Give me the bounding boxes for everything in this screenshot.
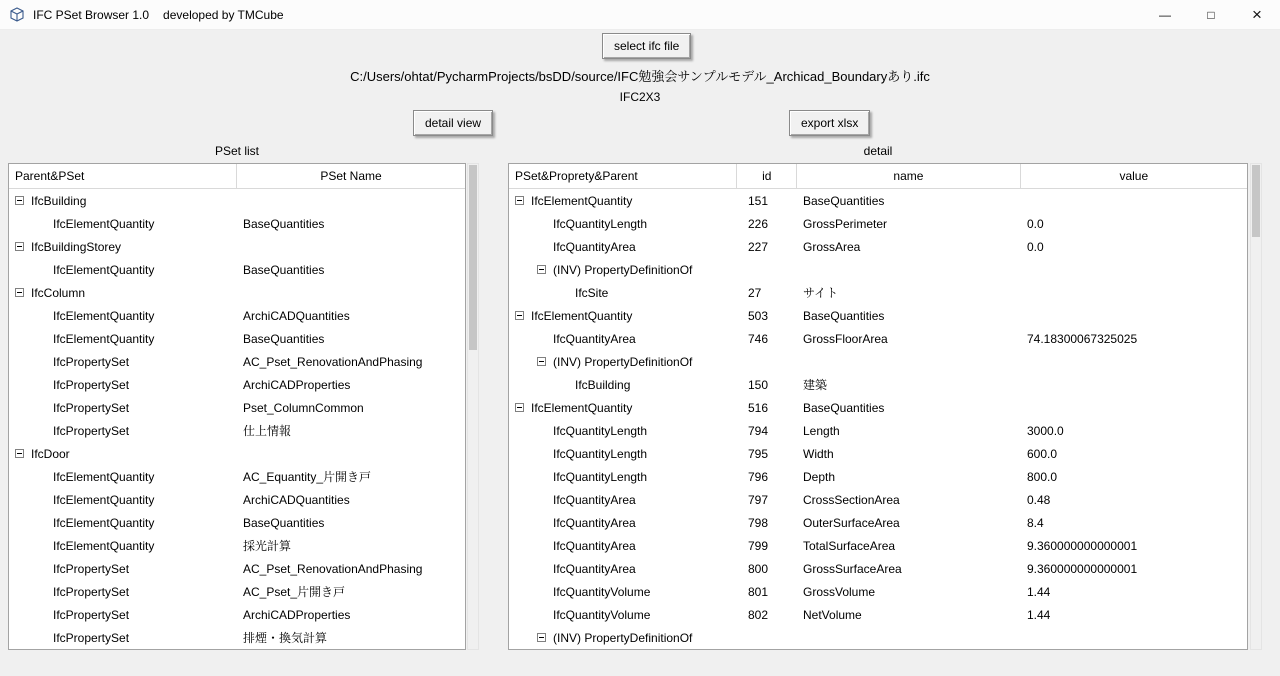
tree-item-label: IfcBuilding xyxy=(575,377,631,392)
tree-row[interactable] xyxy=(9,442,465,465)
column-header-pset-name[interactable]: PSet Name xyxy=(320,169,382,183)
tree-item-label: (INV) PropertyDefinitionOf xyxy=(553,262,693,277)
tree-cell-name: ArchiCADQuantities xyxy=(243,308,350,323)
tree-item-label: (INV) PropertyDefinitionOf xyxy=(553,630,693,645)
minimize-icon[interactable]: — xyxy=(1142,0,1188,29)
tree-cell-value: 0.0 xyxy=(1027,239,1044,254)
tree-row[interactable] xyxy=(509,258,1247,281)
tree-cell-name: Width xyxy=(803,446,834,461)
detail-vertical-scrollbar[interactable] xyxy=(1250,163,1262,650)
tree-row[interactable] xyxy=(9,396,465,419)
tree-cell-name xyxy=(798,626,1022,649)
tree-cell-value xyxy=(1022,258,1247,281)
tree-cell-value: 9.360000000000001 xyxy=(1027,538,1138,553)
tree-cell-id: 800 xyxy=(748,561,769,576)
tree-row[interactable] xyxy=(9,373,465,396)
tree-cell-name: BaseQuantities xyxy=(803,308,885,323)
tree-row[interactable] xyxy=(9,534,465,557)
tree-item-label: IfcColumn xyxy=(31,285,86,300)
file-path: C:/Users/ohtat/PycharmProjects/bsDD/source/IFC勉強会サンプルモデル_Archicad_Boundaryあり.ifc xyxy=(350,69,930,84)
tree-cell-name xyxy=(798,350,1022,373)
tree-cell-name xyxy=(238,281,465,304)
tree-cell-id: 797 xyxy=(748,492,769,507)
titlebar[interactable] xyxy=(0,0,1280,30)
pset-list-header xyxy=(9,164,465,189)
tree-row[interactable] xyxy=(9,327,465,350)
tree-item-label: IfcQuantityVolume xyxy=(553,584,651,599)
tree-item-label: IfcQuantityLength xyxy=(553,216,648,231)
tree-cell-name: GrossFloorArea xyxy=(803,331,888,346)
collapse-icon[interactable] xyxy=(515,311,524,320)
tree-row[interactable] xyxy=(9,419,465,442)
collapse-icon[interactable] xyxy=(515,403,524,412)
tree-row[interactable] xyxy=(9,258,465,281)
tree-cell-name xyxy=(238,189,465,212)
tree-row[interactable] xyxy=(509,557,1247,580)
tree-cell-name: AC_Pset_RenovationAndPhasing xyxy=(243,561,423,576)
tree-cell-name: AC_Pset_RenovationAndPhasing xyxy=(243,354,423,369)
detail-view-button[interactable]: detail view xyxy=(413,110,493,136)
tree-cell-name: BaseQuantities xyxy=(243,216,325,231)
tree-cell-name: サイト xyxy=(803,286,839,300)
tree-item-label: IfcElementQuantity xyxy=(531,193,633,208)
tree-row[interactable] xyxy=(509,442,1247,465)
tree-item-label: IfcPropertySet xyxy=(53,423,130,438)
tree-row[interactable] xyxy=(9,465,465,488)
tree-item-label: IfcQuantityArea xyxy=(553,331,636,346)
tree-item-label: IfcElementQuantity xyxy=(531,308,633,323)
tree-cell-name: AC_Equantity_片開き戸 xyxy=(243,470,372,484)
tree-item-label: IfcQuantityLength xyxy=(553,469,648,484)
tree-cell-name: CrossSectionArea xyxy=(803,492,900,507)
tree-cell-name: TotalSurfaceArea xyxy=(803,538,896,553)
tree-cell-value xyxy=(1022,626,1247,649)
detail-header xyxy=(509,164,1247,189)
tree-cell-id xyxy=(738,626,798,649)
tree-cell-name: NetVolume xyxy=(803,607,862,622)
collapse-icon[interactable] xyxy=(15,449,24,458)
tree-cell-id: 746 xyxy=(748,331,769,346)
column-header-pset-property-parent[interactable]: PSet&Proprety&Parent xyxy=(509,164,737,188)
tree-row[interactable] xyxy=(509,511,1247,534)
tree-row[interactable] xyxy=(9,281,465,304)
tree-cell-name: OuterSurfaceArea xyxy=(803,515,900,530)
window-title: IFC PSet Browser 1.0 xyxy=(33,7,150,22)
tree-cell-id: 795 xyxy=(748,446,769,461)
column-header-id[interactable]: id xyxy=(737,164,797,188)
tree-cell-id: 151 xyxy=(748,193,769,208)
tree-item-label: IfcQuantityArea xyxy=(553,492,636,507)
tree-cell-value xyxy=(1022,396,1247,419)
tree-cell-name: GrossSurfaceArea xyxy=(803,561,902,576)
tree-item-label: IfcQuantityArea xyxy=(553,538,636,553)
tree-row[interactable] xyxy=(509,212,1247,235)
tree-cell-name: Pset_ColumnCommon xyxy=(243,400,364,415)
tree-cell-name: Depth xyxy=(803,469,836,484)
tree-item-label: (INV) PropertyDefinitionOf xyxy=(553,354,693,369)
tree-row[interactable] xyxy=(509,350,1247,373)
tree-row[interactable] xyxy=(509,235,1247,258)
tree-row[interactable] xyxy=(9,557,465,580)
tree-row[interactable] xyxy=(509,396,1247,419)
tree-item-label: IfcPropertySet xyxy=(53,377,130,392)
tree-cell-value: 0.48 xyxy=(1027,492,1051,507)
pset-list-tree xyxy=(8,163,466,650)
tree-item-label: IfcPropertySet xyxy=(53,561,130,576)
tree-cell-name xyxy=(798,258,1022,281)
tree-cell-id: 226 xyxy=(748,216,769,231)
tree-item-label: IfcPropertySet xyxy=(53,584,130,599)
tree-item-label: IfcPropertySet xyxy=(53,630,130,645)
tree-row[interactable] xyxy=(509,626,1247,649)
collapse-icon[interactable] xyxy=(537,265,546,274)
tree-item-label: IfcElementQuantity xyxy=(53,331,155,346)
tree-cell-value xyxy=(1022,281,1247,304)
tree-cell-name: 仕上情報 xyxy=(243,424,292,438)
column-header-parent-pset[interactable]: Parent&PSet xyxy=(9,164,237,188)
collapse-icon[interactable] xyxy=(537,357,546,366)
tree-row[interactable] xyxy=(509,580,1247,603)
tree-row[interactable] xyxy=(9,212,465,235)
tree-cell-name: ArchiCADQuantities xyxy=(243,492,350,507)
scrollbar-thumb[interactable] xyxy=(1252,165,1260,237)
select-ifc-file-button[interactable]: select ifc file xyxy=(602,33,691,59)
pset-list-rows xyxy=(9,189,465,649)
tree-cell-id: 516 xyxy=(748,400,769,415)
tree-cell-id: 798 xyxy=(748,515,769,530)
tree-row[interactable] xyxy=(9,626,465,649)
tree-row[interactable] xyxy=(9,511,465,534)
tree-cell-value: 8.4 xyxy=(1027,515,1044,530)
tree-cell-id xyxy=(738,350,798,373)
tree-cell-name: GrossArea xyxy=(803,239,861,254)
tree-cell-name: GrossVolume xyxy=(803,584,876,599)
app-icon xyxy=(9,7,25,23)
tree-item-label: IfcBuilding xyxy=(31,193,87,208)
tree-item-label: IfcQuantityLength xyxy=(553,423,648,438)
detail-rows xyxy=(509,189,1247,649)
collapse-icon[interactable] xyxy=(537,633,546,642)
tree-cell-value: 800.0 xyxy=(1027,469,1058,484)
tree-cell-id xyxy=(738,258,798,281)
tree-cell-id: 503 xyxy=(748,308,769,323)
tree-cell-value: 74.18300067325025 xyxy=(1027,331,1138,346)
column-header-value[interactable]: value xyxy=(1119,169,1149,183)
tree-item-label: IfcQuantityVolume xyxy=(553,607,651,622)
tree-item-label: IfcPropertySet xyxy=(53,400,130,415)
tree-item-label: IfcQuantityArea xyxy=(553,561,636,576)
tree-row[interactable] xyxy=(509,189,1247,212)
tree-cell-name: BaseQuantities xyxy=(243,331,325,346)
tree-cell-value xyxy=(1022,350,1247,373)
close-icon[interactable]: × xyxy=(1234,0,1280,29)
tree-cell-value: 3000.0 xyxy=(1027,423,1064,438)
tree-cell-name: 建築 xyxy=(803,378,828,392)
tree-cell-name: AC_Pset_片開き戸 xyxy=(243,585,346,599)
detail-label: detail xyxy=(863,144,893,158)
export-xlsx-button[interactable]: export xlsx xyxy=(789,110,870,136)
tree-cell-value: 1.44 xyxy=(1027,607,1051,622)
tree-item-label: IfcQuantityArea xyxy=(553,239,636,254)
tree-row[interactable] xyxy=(509,281,1247,304)
tree-cell-id: 27 xyxy=(748,285,762,300)
caption-buttons xyxy=(1142,0,1280,29)
tree-row[interactable] xyxy=(509,419,1247,442)
tree-item-label: IfcElementQuantity xyxy=(531,400,633,415)
tree-row[interactable] xyxy=(9,603,465,626)
tree-row[interactable] xyxy=(509,603,1247,626)
tree-item-label: IfcQuantityArea xyxy=(553,515,636,530)
tree-row[interactable] xyxy=(509,465,1247,488)
tree-row[interactable] xyxy=(9,350,465,373)
tree-cell-id: 150 xyxy=(748,377,769,392)
tree-row[interactable] xyxy=(9,488,465,511)
maximize-icon[interactable]: □ xyxy=(1188,0,1234,29)
tree-item-label: IfcElementQuantity xyxy=(53,216,155,231)
tree-row[interactable] xyxy=(9,189,465,212)
tree-row[interactable] xyxy=(9,580,465,603)
collapse-icon[interactable] xyxy=(15,196,24,205)
tree-row[interactable] xyxy=(509,488,1247,511)
collapse-icon[interactable] xyxy=(515,196,524,205)
tree-item-label: IfcSite xyxy=(575,285,609,300)
tree-item-label: IfcElementQuantity xyxy=(53,308,155,323)
collapse-icon[interactable] xyxy=(15,242,24,251)
tree-cell-id: 799 xyxy=(748,538,769,553)
tree-item-label: IfcQuantityLength xyxy=(553,446,648,461)
tree-cell-id: 802 xyxy=(748,607,769,622)
tree-cell-id: 227 xyxy=(748,239,769,254)
tree-cell-value xyxy=(1022,304,1247,327)
tree-item-label: IfcElementQuantity xyxy=(53,492,155,507)
tree-item-label: IfcElementQuantity xyxy=(53,538,155,553)
tree-cell-name: ArchiCADProperties xyxy=(243,377,351,392)
tree-item-label: IfcBuildingStorey xyxy=(31,239,122,254)
tree-cell-name: ArchiCADProperties xyxy=(243,607,351,622)
tree-row[interactable] xyxy=(509,304,1247,327)
tree-cell-name: GrossPerimeter xyxy=(803,216,888,231)
tree-cell-name xyxy=(238,442,465,465)
tree-cell-name: BaseQuantities xyxy=(243,515,325,530)
tree-item-label: IfcElementQuantity xyxy=(53,262,155,277)
tree-row[interactable] xyxy=(509,373,1247,396)
tree-cell-id: 796 xyxy=(748,469,769,484)
tree-item-label: IfcDoor xyxy=(31,446,70,461)
tree-item-label: IfcPropertySet xyxy=(53,607,130,622)
tree-cell-value: 9.360000000000001 xyxy=(1027,561,1138,576)
column-header-name[interactable]: name xyxy=(797,164,1020,188)
tree-cell-name: BaseQuantities xyxy=(803,400,885,415)
collapse-icon[interactable] xyxy=(15,288,24,297)
tree-cell-id: 794 xyxy=(748,423,769,438)
tree-cell-value: 0.0 xyxy=(1027,216,1044,231)
scrollbar-thumb[interactable] xyxy=(469,165,477,350)
tree-cell-name: 採光計算 xyxy=(243,539,292,553)
tree-cell-id: 801 xyxy=(748,584,769,599)
ifc-schema-label: IFC2X3 xyxy=(619,90,661,104)
tree-item-label: IfcElementQuantity xyxy=(53,515,155,530)
tree-cell-name: BaseQuantities xyxy=(243,262,325,277)
detail-tree xyxy=(508,163,1248,650)
tree-cell-name: BaseQuantities xyxy=(803,193,885,208)
window-subtitle: developed by TMCube xyxy=(163,7,284,22)
pset-list-label: PSet list xyxy=(214,144,259,158)
tree-row[interactable] xyxy=(9,304,465,327)
tree-item-label: IfcElementQuantity xyxy=(53,469,155,484)
tree-cell-value: 1.44 xyxy=(1027,584,1051,599)
tree-cell-value xyxy=(1022,189,1247,212)
tree-row[interactable] xyxy=(509,534,1247,557)
tree-cell-name: 排煙・換気計算 xyxy=(243,631,328,645)
tree-row[interactable] xyxy=(509,327,1247,350)
tree-item-label: IfcPropertySet xyxy=(53,354,130,369)
tree-cell-value xyxy=(1022,373,1247,396)
pset-list-vertical-scrollbar[interactable] xyxy=(467,163,479,650)
tree-cell-value: 600.0 xyxy=(1027,446,1058,461)
tree-cell-name: Length xyxy=(803,423,840,438)
tree-cell-name xyxy=(238,235,465,258)
tree-row[interactable] xyxy=(9,235,465,258)
